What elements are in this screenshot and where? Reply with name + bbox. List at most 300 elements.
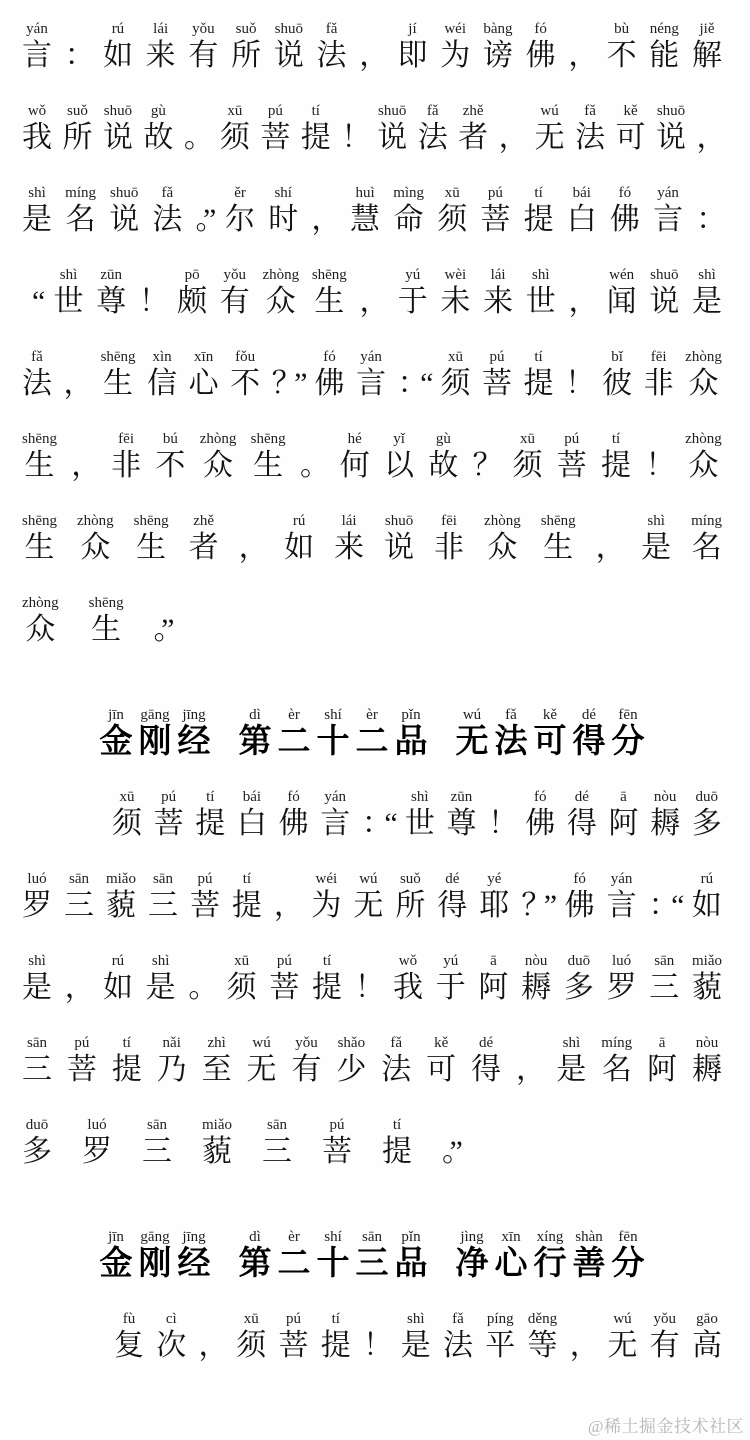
hanzi-token (134, 512, 169, 566)
hanzi-token (381, 1034, 411, 1088)
pinyin-annotation: wú (613, 1311, 632, 1327)
hanzi-character: 尊 (446, 807, 477, 840)
hanzi-character: 藐 (105, 889, 136, 922)
hanzi-character: 是 (692, 285, 722, 318)
pinyin-annotation: bù (614, 21, 630, 37)
hanzi-character: 白 (236, 807, 267, 840)
hanzi-character: 提 (300, 121, 331, 154)
hanzi-character: 慧 (350, 203, 381, 236)
hanzi-character: ， (696, 121, 719, 154)
hanzi-character: 。 (299, 449, 323, 482)
hanzi-token (225, 184, 255, 238)
hanzi-token (393, 184, 424, 238)
hanzi-token (609, 788, 639, 842)
hanzi-character: 非 (434, 531, 465, 564)
pinyin-annotation: zhòng (199, 431, 237, 447)
hanzi-character: 有 (219, 285, 250, 318)
hanzi-token (22, 20, 52, 74)
hanzi-token (147, 348, 177, 402)
pinyin-annotation: zhòng (685, 431, 722, 447)
pinyin-annotation: nòu (524, 953, 548, 969)
hanzi-character: 。 (188, 971, 211, 1004)
hanzi-character: 法 (316, 39, 347, 72)
hanzi-token (649, 20, 679, 74)
hanzi-character: 命 (393, 203, 424, 236)
pinyin-annotation: shēng (540, 513, 576, 529)
punctuation-token (272, 348, 303, 402)
pinyin-annotation: tí (311, 103, 320, 119)
hanzi-token (434, 512, 464, 566)
hanzi-character: 未 (440, 285, 471, 318)
pinyin-annotation: pú (276, 953, 292, 969)
hanzi-character: ： (64, 39, 88, 72)
hanzi-token (22, 430, 57, 484)
hanzi-character: 法 (443, 1329, 473, 1362)
hanzi-character: 心 (494, 1246, 528, 1282)
hanzi-token (641, 512, 671, 566)
pinyin-annotation: shēng (88, 595, 124, 611)
pinyin-annotation: duō (695, 789, 719, 805)
pinyin-annotation: jīng (182, 707, 206, 723)
hanzi-character: 须 (440, 367, 471, 400)
pinyin-annotation: wèi (444, 267, 467, 283)
hanzi-token (393, 952, 423, 1006)
pinyin-annotation: yé (487, 871, 502, 887)
hanzi-character: 须 (226, 971, 257, 1004)
hanzi-token (301, 102, 331, 156)
hanzi-character: ， (198, 1329, 221, 1362)
pinyin-annotation: zhòng (22, 595, 59, 611)
pinyin-annotation: yán (26, 21, 48, 37)
hanzi-token (512, 430, 542, 484)
hanzi-token (649, 266, 679, 320)
hanzi-character: 言 (22, 39, 52, 72)
hanzi-token (237, 788, 267, 842)
hanzi-token (152, 184, 182, 238)
pinyin-annotation: shēng (22, 431, 57, 447)
hanzi-token (112, 1034, 142, 1088)
pinyin-annotation: tí (392, 1117, 402, 1133)
hanzi-token (356, 1228, 389, 1282)
hanzi-character: 是 (145, 971, 176, 1004)
punctuation-token (32, 266, 41, 320)
hanzi-character: ， (359, 285, 382, 318)
hanzi-character: 生 (103, 367, 134, 400)
punctuation-token (196, 184, 212, 238)
hanzi-character: 说 (273, 39, 304, 72)
hanzi-token (279, 1310, 309, 1364)
hanzi-token (601, 430, 631, 484)
hanzi-character: 无 (607, 1329, 638, 1362)
hanzi-character: 法 (575, 121, 606, 154)
pinyin-annotation: gāo (696, 1311, 718, 1327)
hanzi-character: ？ (472, 449, 496, 482)
hanzi-character: 无 (455, 724, 489, 760)
hanzi-token (312, 266, 347, 320)
hanzi-character: 佛 (525, 39, 556, 72)
punctuation-token (570, 1310, 596, 1364)
hanzi-character: 菩 (556, 449, 587, 482)
hanzi-character: ！ (138, 285, 162, 318)
hanzi-token (291, 1034, 321, 1088)
pinyin-annotation: luó (27, 871, 47, 887)
pinyin-annotation: kě (542, 707, 558, 723)
pinyin-annotation: suǒ (235, 21, 257, 37)
pinyin-annotation: wéi (315, 871, 338, 887)
pinyin-annotation: zhòng (484, 513, 521, 529)
pinyin-annotation: tí (122, 1035, 131, 1051)
punctuation-token (568, 266, 594, 320)
hanzi-character: 菩 (482, 367, 512, 400)
pinyin-annotation: tí (206, 789, 215, 805)
pinyin-annotation: sān (27, 1035, 47, 1051)
pinyin-annotation: fēn (618, 707, 638, 723)
hanzi-character: ， (63, 367, 87, 400)
hanzi-token (650, 788, 680, 842)
hanzi-token (528, 1310, 558, 1364)
hanzi-character: ， (498, 121, 522, 154)
pinyin-annotation: shàn (575, 1229, 603, 1245)
hanzi-token (483, 266, 513, 320)
pinyin-annotation: jí (408, 21, 417, 37)
hanzi-token (384, 430, 414, 484)
punctuation-token (64, 348, 90, 402)
hanzi-character: ！ (565, 367, 588, 400)
hanzi-character: 生 (543, 531, 574, 564)
pinyin-annotation: shí (324, 1229, 342, 1245)
hanzi-character: 三 (147, 889, 178, 922)
pinyin-annotation: fó (287, 789, 300, 805)
punctuation-token (565, 348, 591, 402)
pinyin-annotation: shì (411, 789, 429, 805)
hanzi-token (155, 430, 185, 484)
punctuation-token (521, 870, 552, 924)
pinyin-annotation: pú (74, 1035, 90, 1051)
hanzi-token (101, 348, 136, 402)
hanzi-token (279, 788, 309, 842)
pinyin-annotation: shì (28, 953, 46, 969)
hanzi-token (64, 870, 94, 924)
hanzi-character: 非 (643, 367, 674, 400)
pinyin-annotation: nòu (653, 789, 677, 805)
hanzi-token (557, 430, 587, 484)
hanzi-token (340, 430, 370, 484)
hanzi-token (691, 512, 722, 566)
hanzi-token (274, 20, 304, 74)
hanzi-character: 品 (394, 724, 428, 760)
pinyin-annotation: shēng (133, 513, 169, 529)
hanzi-character: ：“ (397, 367, 426, 400)
hanzi-character: 无 (246, 1053, 277, 1086)
hanzi-token (567, 788, 597, 842)
hanzi-token (103, 102, 133, 156)
hanzi-character: 提 (382, 1135, 412, 1168)
pinyin-annotation: nòu (695, 1035, 719, 1051)
pinyin-annotation: xìn (152, 349, 172, 365)
hanzi-token (397, 20, 427, 74)
punctuation-token (154, 594, 170, 648)
hanzi-character: 故 (428, 449, 459, 482)
hanzi-character: 二 (277, 724, 311, 760)
pinyin-annotation: jìng (460, 1229, 484, 1245)
pinyin-annotation: ā (490, 953, 497, 969)
hanzi-character: 。” (195, 203, 209, 236)
pinyin-annotation: gāng (140, 1229, 170, 1245)
hanzi-token (239, 706, 272, 760)
pinyin-annotation: fǎ (390, 1035, 403, 1051)
pinyin-annotation: lái (153, 21, 169, 37)
hanzi-token (146, 952, 176, 1006)
text-line (22, 1034, 722, 1088)
pinyin-annotation: pú (286, 1311, 301, 1327)
hanzi-token (534, 1228, 567, 1282)
hanzi-character: 言 (356, 367, 387, 400)
hanzi-character: 耨 (650, 807, 681, 840)
pinyin-annotation: zūn (100, 267, 123, 283)
pinyin-annotation: ā (620, 789, 627, 805)
hanzi-character: 法 (22, 367, 52, 400)
hanzi-character: 菩 (189, 889, 220, 922)
hanzi-character: 三 (142, 1135, 172, 1168)
hanzi-character: 提 (111, 1053, 142, 1086)
hanzi-token (22, 952, 52, 1006)
punctuation-token (363, 1310, 389, 1364)
pinyin-annotation: xū (444, 185, 460, 201)
hanzi-character: 说 (656, 121, 686, 154)
pinyin-annotation: tí (611, 431, 621, 447)
hanzi-character: 是 (641, 531, 672, 564)
hanzi-token (607, 952, 637, 1006)
hanzi-token (146, 20, 176, 74)
pinyin-annotation: xíng (536, 1229, 564, 1245)
hanzi-token (437, 870, 467, 924)
hanzi-token (573, 706, 606, 760)
pinyin-annotation: xū (243, 1311, 259, 1327)
hanzi-character: 藐 (202, 1135, 232, 1168)
hanzi-character: 佛 (278, 807, 309, 840)
hanzi-token (322, 1116, 352, 1170)
hanzi-token (535, 102, 565, 156)
hanzi-character: 刚 (138, 1246, 172, 1282)
hanzi-character: 得 (437, 889, 468, 922)
hanzi-character: 阿 (478, 971, 509, 1004)
hanzi-token (458, 102, 488, 156)
hanzi-token (395, 870, 425, 924)
hanzi-character: 可 (615, 121, 646, 154)
hanzi-character: ， (273, 889, 297, 922)
pinyin-annotation: fǎ (161, 185, 174, 201)
hanzi-character: 次 (156, 1329, 187, 1362)
hanzi-token (692, 20, 722, 74)
pinyin-annotation: jiě (699, 21, 715, 37)
hanzi-token (100, 706, 133, 760)
hanzi-character: 名 (65, 203, 96, 236)
hanzi-character: ， (359, 39, 382, 72)
pinyin-annotation: wú (462, 707, 482, 723)
hanzi-character: 我 (392, 971, 423, 1004)
pinyin-annotation: suǒ (67, 103, 88, 119)
hanzi-character: 于 (435, 971, 466, 1004)
hanzi-character: 无 (353, 889, 384, 922)
pinyin-annotation: sān (654, 953, 675, 969)
pinyin-annotation: zhòng (76, 513, 114, 529)
pinyin-annotation: wǒ (398, 953, 418, 969)
hanzi-token (610, 184, 640, 238)
pinyin-annotation: yǒu (192, 21, 215, 37)
pinyin-annotation: fó (534, 21, 547, 37)
pinyin-annotation: ā (658, 1035, 666, 1051)
hanzi-character: 众 (265, 285, 296, 318)
pinyin-annotation: zhòng (685, 349, 722, 365)
hanzi-character: 菩 (269, 971, 300, 1004)
pinyin-annotation: zhì (207, 1035, 226, 1051)
text-line (22, 512, 722, 566)
hanzi-character: 所 (395, 889, 426, 922)
punctuation-token (360, 266, 386, 320)
pinyin-annotation: shǎo (337, 1035, 366, 1051)
hanzi-character: “ (32, 285, 38, 318)
hanzi-character: 乃 (156, 1053, 187, 1086)
hanzi-character: 无 (534, 121, 565, 154)
hanzi-token (231, 20, 261, 74)
hanzi-character: 。 (183, 121, 207, 154)
hanzi-token (456, 1228, 489, 1282)
pinyin-annotation: yú (443, 953, 459, 969)
hanzi-character: 生 (253, 449, 284, 482)
punctuation-token (442, 1116, 458, 1170)
pinyin-annotation: huì (355, 185, 375, 201)
pinyin-annotation: gù (435, 431, 451, 447)
hanzi-token (573, 1228, 606, 1282)
hanzi-token (526, 20, 556, 74)
pinyin-annotation: dì (249, 707, 261, 723)
pinyin-annotation: zhòng (262, 267, 300, 283)
pinyin-annotation: tí (331, 1311, 340, 1327)
pinyin-annotation: fǎ (426, 103, 439, 119)
hanzi-character: 菩 (260, 121, 291, 154)
hanzi-token (188, 20, 218, 74)
hanzi-character: 来 (145, 39, 176, 72)
pinyin-annotation: bái (242, 789, 262, 805)
hanzi-character: ： (696, 203, 719, 236)
hanzi-token (428, 430, 458, 484)
pinyin-annotation: bàng (483, 21, 513, 37)
hanzi-token (650, 1310, 680, 1364)
hanzi-token (262, 266, 299, 320)
hanzi-token (685, 348, 722, 402)
hanzi-token (446, 788, 476, 842)
hanzi-character: 世 (525, 285, 556, 318)
hanzi-character: 尊 (96, 285, 127, 318)
hanzi-token (437, 184, 467, 238)
hanzi-token (22, 594, 59, 648)
pinyin-annotation: yǒu (653, 1311, 676, 1327)
text-line (22, 594, 722, 648)
hanzi-character: 佛 (609, 203, 640, 236)
text-line (22, 348, 722, 402)
hanzi-token (653, 184, 683, 238)
pinyin-annotation: sān (152, 871, 173, 887)
pinyin-annotation: miǎo (202, 1117, 232, 1133)
text-line (112, 788, 722, 842)
pinyin-annotation: jīng (182, 1229, 206, 1245)
pinyin-annotation: fǒu (235, 349, 256, 365)
hanzi-token (607, 266, 637, 320)
hanzi-token (278, 706, 311, 760)
punctuation-token (488, 788, 514, 842)
hanzi-token (112, 788, 142, 842)
pinyin-annotation: píng (486, 1311, 514, 1327)
pinyin-annotation: nǎi (162, 1035, 181, 1051)
hanzi-token (565, 870, 595, 924)
hanzi-character: 是 (22, 971, 52, 1004)
section-heading (22, 1228, 722, 1282)
hanzi-character: 第 (238, 1246, 272, 1282)
pinyin-annotation: dé (574, 789, 589, 805)
pinyin-annotation: pú (197, 871, 213, 887)
hanzi-token (89, 594, 124, 648)
hanzi-token (77, 512, 114, 566)
pinyin-annotation: shēng (100, 349, 136, 365)
hanzi-token (189, 348, 219, 402)
hanzi-character: 生 (314, 285, 345, 318)
pinyin-annotation: dé (445, 871, 460, 887)
hanzi-character: 如 (102, 971, 133, 1004)
hanzi-character: 时 (268, 203, 299, 236)
hanzi-character: 众 (203, 449, 234, 482)
hanzi-token (315, 348, 345, 402)
pinyin-annotation: shí (324, 707, 342, 723)
hanzi-token (22, 1034, 52, 1088)
hanzi-character: 闻 (606, 285, 637, 318)
pinyin-annotation: fó (533, 789, 547, 805)
pinyin-annotation: sān (147, 1117, 167, 1133)
punctuation-token (65, 20, 91, 74)
hanzi-token (109, 184, 139, 238)
hanzi-token (96, 266, 126, 320)
hanzi-token (692, 870, 722, 924)
pinyin-annotation: dé (581, 707, 597, 723)
hanzi-token (541, 512, 576, 566)
hanzi-character: 善 (572, 1246, 606, 1282)
hanzi-token (22, 102, 52, 156)
hanzi-token (190, 870, 220, 924)
hanzi-character: 所 (62, 121, 93, 154)
hanzi-token (202, 1116, 232, 1170)
hanzi-character: 菩 (322, 1135, 352, 1168)
pinyin-annotation: fó (323, 349, 336, 365)
hanzi-character: 行 (533, 1246, 567, 1282)
hanzi-token (195, 788, 225, 842)
hanzi-token (395, 706, 428, 760)
hanzi-token (356, 706, 389, 760)
hanzi-character: 生 (136, 531, 167, 564)
hanzi-character: 法 (381, 1053, 412, 1086)
punctuation-token (311, 184, 337, 238)
hanzi-token (521, 952, 551, 1006)
hanzi-character: 是 (556, 1053, 587, 1086)
hanzi-character: 耨 (691, 1053, 722, 1086)
hanzi-token (247, 1034, 277, 1088)
hanzi-character: 三 (22, 1053, 52, 1086)
hanzi-token (178, 706, 211, 760)
hanzi-token (525, 788, 555, 842)
punctuation-token (398, 348, 429, 402)
hanzi-character: 世 (53, 285, 84, 318)
hanzi-character: 颇 (177, 285, 208, 318)
punctuation-token (649, 870, 680, 924)
hanzi-character: 得 (572, 724, 606, 760)
